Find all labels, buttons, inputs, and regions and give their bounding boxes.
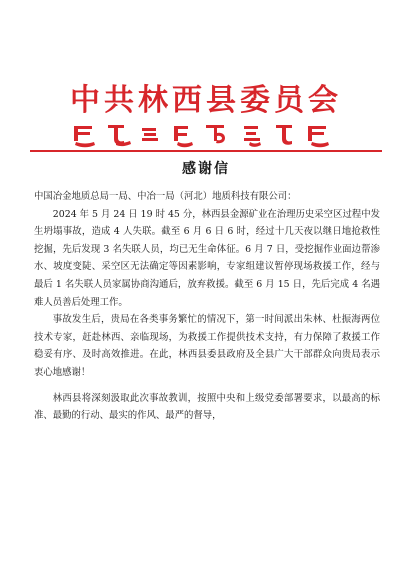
- body-paragraph: 2024 年 5 月 24 日 19 时 45 分，林西县金源矿业在治理历史采空区过程中发生坍塌事故，造成 4 人失联。截至 6 月 6 日 6 时，经过十几天夜以继日地抢救性挖掘，先后发现 3 名失联人员，均已无生命体征。6 月 7 日，受挖掘作业面边帮渗水、坡度变陡、采空区无法确定等因素影响，专家组建议暂停现场救援工作，经与最后 1 名失联人员家属协商沟通后，放弃救援。截至 6 月 15 日，先后完成 4 名遇难人员善后处理工作。: [34, 208, 380, 308]
- letterhead-org-name: 中共林西县委员会: [70, 83, 342, 118]
- salutation: 中国冶金地质总局一局、中冶一局（河北）地质科技有限公司：: [34, 191, 297, 202]
- body-paragraph: 林西县将深刻汲取此次事故教训，按照中央和上级党委部署要求，以最高的标准、最勤的行动、最实的作风、最严的督导，: [34, 392, 380, 422]
- letterhead-red-rule: [30, 150, 382, 152]
- document-body: [34, 188, 380, 425]
- mongolian-script-graphic: [68, 120, 344, 150]
- document-title: 感谢信: [182, 161, 230, 177]
- letterhead-mongolian-script: [68, 120, 344, 150]
- body-paragraph: 事故发生后，贵局在各类事务繁忙的情况下，第一时间派出朱林、杜振海两位技术专家，赶赴林西、亲临现场，为救援工作提供技术支持，有力保障了救援工作稳妥有序、及时高效推进。在此，林西县委县政府及全县广大干部群众向贵局表示衷心地感谢！: [34, 314, 380, 378]
